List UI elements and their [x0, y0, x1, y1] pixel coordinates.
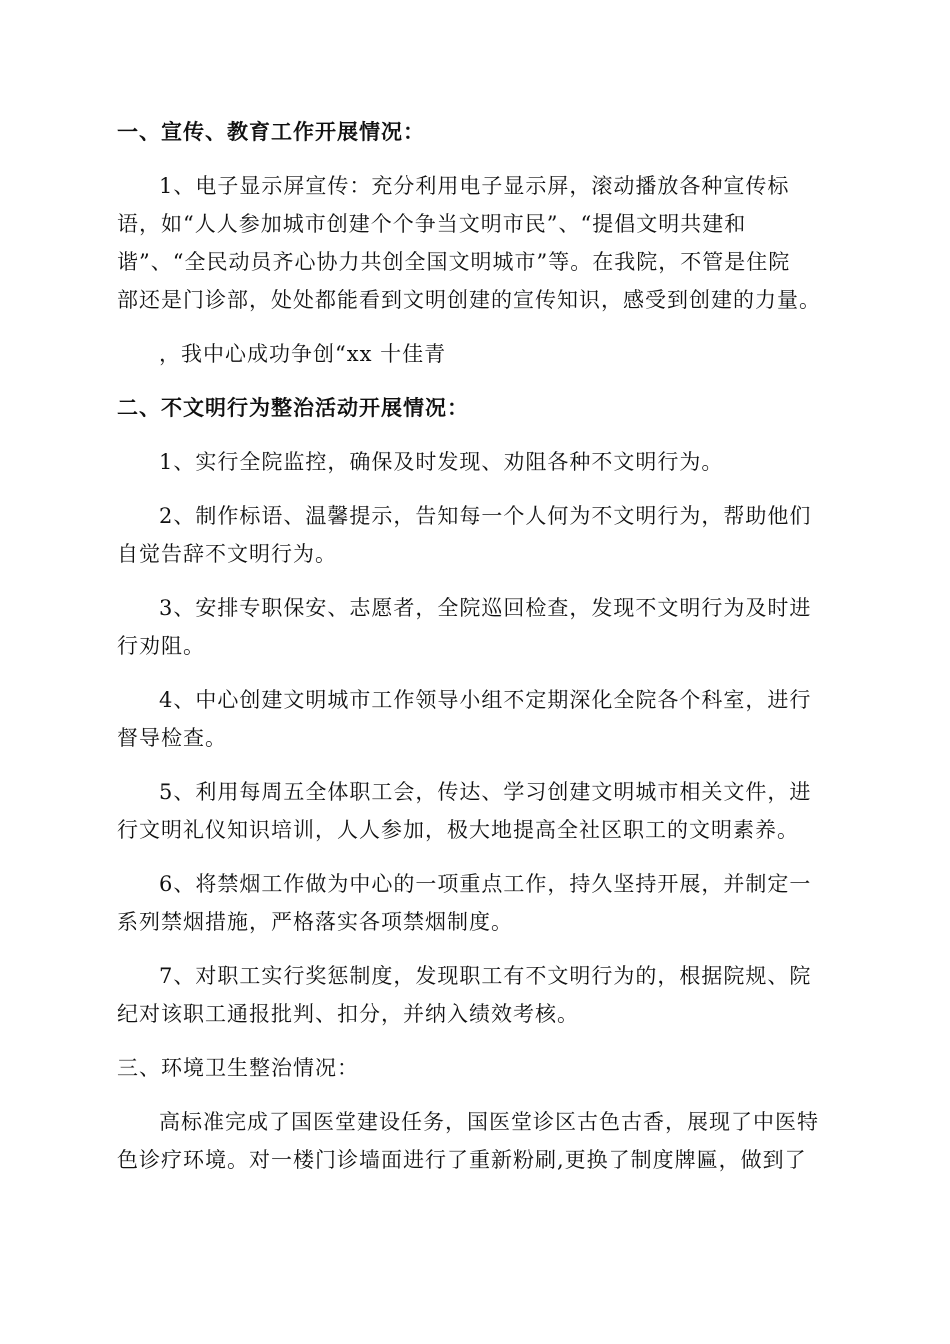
paragraph-2-2	[117, 497, 827, 573]
text-line: 色诊疗环境。对一楼门诊墙面进行了重新粉刷,更换了制度牌匾，做到了	[117, 1148, 807, 1172]
paragraph-2-3	[117, 589, 827, 665]
paragraph-1-1	[117, 167, 827, 319]
text-line: 3、安排专职保安、志愿者，全院巡回检查，发现不文明行为及时进	[159, 596, 812, 620]
paragraph-2-6	[117, 865, 827, 941]
text-line: 谐”、“全民动员齐心协力共创全国文明城市”等。在我院，不管是住院	[117, 250, 791, 274]
text-line: 纪对该职工通报批判、扣分，并纳入绩效考核。	[117, 1002, 579, 1026]
text-line: 自觉告辞不文明行为。	[117, 542, 337, 566]
section-heading-2: 二、不文明行为整治活动开展情况：	[117, 395, 469, 420]
text-line: 4、中心创建文明城市工作领导小组不定期深化全院各个科室，进行	[159, 688, 812, 712]
section-heading-3: 三、环境卫生整治情况：	[117, 1056, 359, 1080]
paragraph-2-1	[117, 443, 827, 481]
text-line: 语，如“人人参加城市创建个个争当文明市民”、“提倡文明共建和	[117, 212, 747, 236]
paragraph-2-5	[117, 773, 827, 849]
text-line: 2、制作标语、温馨提示，告知每一个人何为不文明行为，帮助他们	[159, 504, 812, 528]
text-line: 1、实行全院监控，确保及时发现、劝阻各种不文明行为。	[159, 450, 724, 474]
section-heading-1: 一、宣传、教育工作开展情况：	[117, 119, 425, 144]
paragraph-2-4	[117, 681, 827, 757]
paragraph-2-7	[117, 957, 827, 1033]
text-line: 行文明礼仪知识培训，人人参加，极大地提高全社区职工的文明素养。	[117, 818, 799, 842]
text-line: 7、对职工实行奖惩制度，发现职工有不文明行为的，根据院规、院	[159, 964, 812, 988]
document-page	[117, 113, 827, 1195]
text-line: 1、电子显示屏宣传：充分利用电子显示屏，滚动播放各种宣传标	[159, 174, 790, 198]
paragraph-1-2	[117, 335, 827, 373]
text-line: 督导检查。	[117, 726, 227, 750]
text-line: 5、利用每周五全体职工会，传达、学习创建文明城市相关文件，进	[159, 780, 812, 804]
text-line: 高标准完成了国医堂建设任务，国医堂诊区古色古香，展现了中医特	[159, 1110, 819, 1134]
paragraph-3-1	[117, 1103, 827, 1179]
text-line: ，我中心成功争创“xx 十佳青	[159, 342, 447, 366]
text-line: 6、将禁烟工作做为中心的一项重点工作，持久坚持开展，并制定一	[159, 872, 812, 896]
text-line: 行劝阻。	[117, 634, 205, 658]
text-line: 系列禁烟措施，严格落实各项禁烟制度。	[117, 910, 513, 934]
text-line: 部还是门诊部，处处都能看到文明创建的宣传知识，感受到创建的力量。	[117, 288, 821, 312]
